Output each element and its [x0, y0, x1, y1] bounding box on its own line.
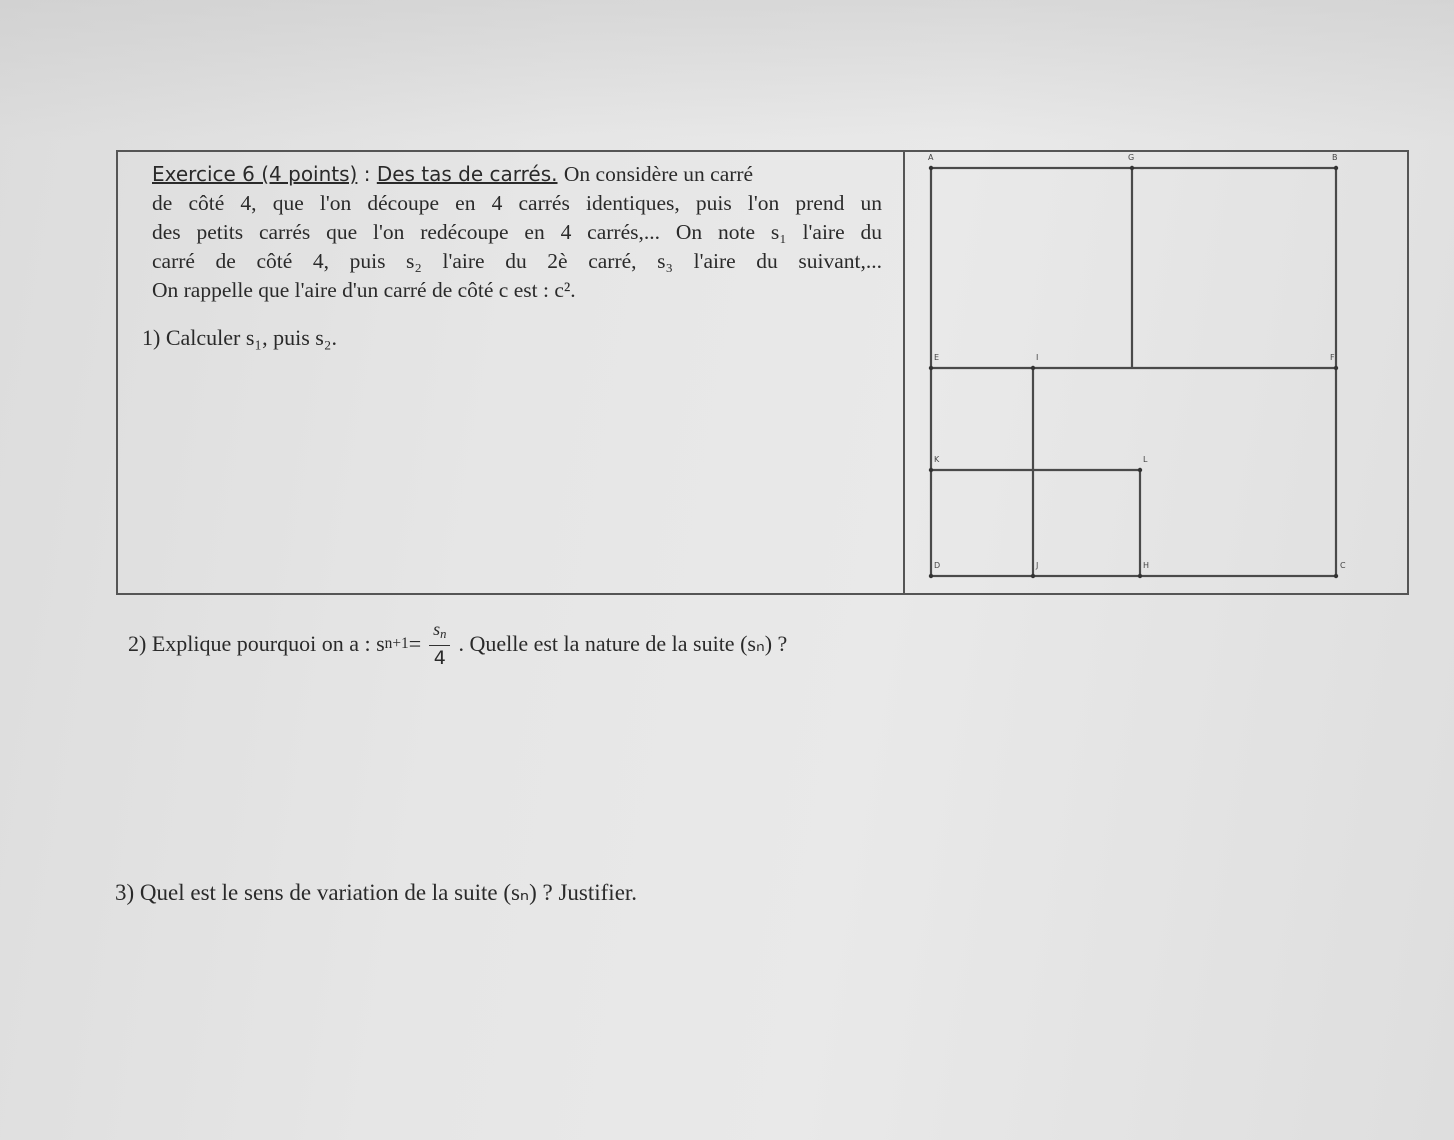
label-B: B: [1332, 153, 1338, 162]
point-K: [929, 468, 933, 472]
point-B: [1334, 166, 1338, 170]
point-E: [929, 366, 933, 370]
point-H: [1138, 574, 1142, 578]
point-D: [929, 574, 933, 578]
fraction-numerator: [429, 618, 450, 646]
fraction: [429, 618, 450, 670]
question-1: 1) Calculer s₁, puis s₂.: [142, 325, 337, 350]
point-G: [1130, 166, 1134, 170]
exercise-heading: [152, 160, 882, 189]
point-A: [929, 166, 933, 170]
numerator-symbol: s: [433, 619, 441, 639]
title-separator: :: [357, 162, 377, 186]
label-F: F: [1330, 353, 1335, 362]
intro-line-3: des petits carrés que l'on redécoupe en 4 carrés,... On note s₁ l'aire du: [152, 220, 882, 244]
label-L: L: [1143, 455, 1148, 464]
label-J: J: [1036, 561, 1039, 570]
q2-subscript: n+1: [384, 635, 409, 653]
intro-line-2: de côté 4, que l'on découpe en 4 carrés identiques, puis l'on prend un: [152, 191, 882, 215]
point-J: [1031, 574, 1035, 578]
label-K: K: [934, 455, 940, 464]
label-E: E: [934, 353, 940, 362]
label-A: A: [928, 153, 934, 162]
label-I: I: [1036, 353, 1039, 362]
nested-squares-figure: [920, 140, 1360, 590]
point-I: [1031, 366, 1035, 370]
question-3: 3) Quel est le sens de variation de la suite (sₙ) ? Justifier.: [115, 880, 638, 905]
frame-divider: [903, 150, 905, 595]
point-L: [1138, 468, 1142, 472]
square-ABCD: [931, 168, 1336, 576]
numerator-subscript: n: [440, 627, 447, 642]
exercise-statement: [152, 160, 882, 305]
question-2: [128, 618, 787, 670]
label-C: C: [1340, 561, 1346, 570]
fraction-denominator: 4: [433, 647, 446, 670]
exercise-subject: Des tas de carrés.: [376, 162, 558, 186]
q2-text-after: . Quelle est la nature de la suite (sₙ) ?: [458, 631, 788, 657]
label-D: D: [934, 561, 941, 570]
point-C: [1334, 574, 1338, 578]
q2-equals: =: [408, 631, 422, 657]
intro-line-5: On rappelle que l'aire d'un carré de côté c est : c².: [152, 278, 576, 302]
page-shadow: [0, 0, 1454, 140]
point-F: [1334, 366, 1338, 370]
q2-text-before: 2) Explique pourquoi on a : s: [128, 631, 385, 657]
label-G: G: [1128, 153, 1135, 162]
intro-line-4: carré de côté 4, puis s₂ l'aire du 2è carré, s₃ l'aire du suivant,...: [152, 249, 882, 273]
intro-line-1: On considère un carré: [563, 162, 754, 186]
label-H: H: [1143, 561, 1150, 570]
exercise-title: Exercice 6 (4 points): [152, 162, 358, 186]
